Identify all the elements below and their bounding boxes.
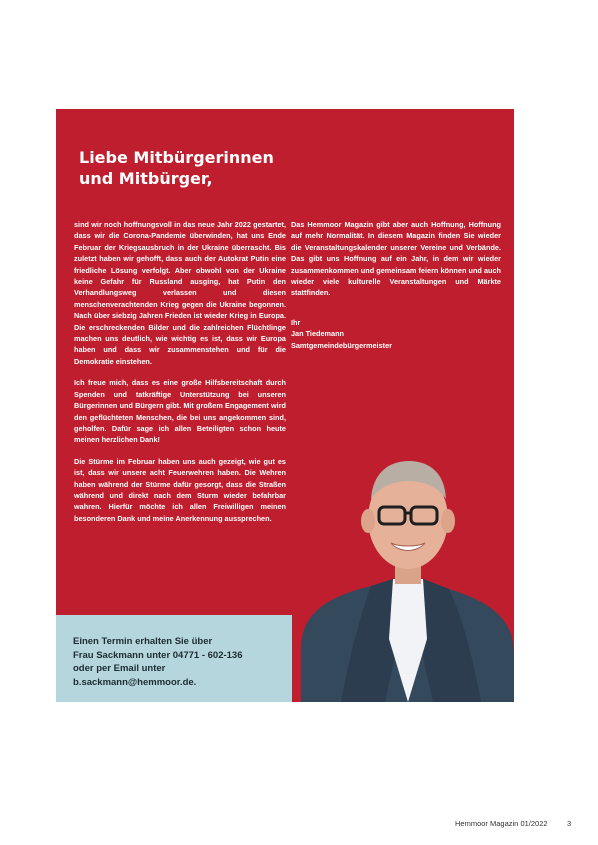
left-text-column bbox=[74, 219, 286, 534]
mayor-portrait bbox=[301, 439, 514, 702]
paragraph: Die Stürme im Februar haben uns auch gezeigt, wie gut es ist, dass wir unsere acht Feuerwehren haben. Die Wehren haben während der Stürme dafür gesorgt, dass die Straßen während und direkt nach dem Sturm wieder befahrbar wahren. Hierfür möchte ich allen Freiwilligen meinen besonderen Dank und meine Anerkennung aussprechen. bbox=[74, 456, 286, 523]
editorial-panel bbox=[56, 109, 514, 702]
contact-line: Frau Sackmann unter 04771 - 602-136 bbox=[73, 649, 243, 661]
signature-block bbox=[291, 317, 501, 351]
page-number: 3 bbox=[567, 819, 572, 828]
paragraph: Das Hemmoor Magazin gibt aber auch Hoffnung, Hoffnung auf mehr Normalität. In diesem Magazin finden Sie wieder die Veranstaltungskalender unserer Vereine und Verbände. Das gibt uns Hoffnung auf ein Jahr, in dem wir wieder zusammenkommen und gemeinsam feiern können und auch wieder viele kulturelle Veranstaltungen und Märkte stattfinden. bbox=[291, 220, 501, 298]
closing-word: Ihr bbox=[291, 317, 301, 327]
footer-magazine-label: Hemmoor Magazin 01/2022 bbox=[455, 819, 548, 828]
contact-line: oder per Email unter bbox=[73, 663, 166, 674]
contact-email: b.sackmann@hemmoor.de. bbox=[73, 676, 197, 688]
signatory-role: Samtgemeindebürgermeister bbox=[291, 340, 392, 350]
contact-box bbox=[56, 615, 292, 702]
right-text-column bbox=[291, 219, 501, 351]
paragraph: sind wir noch hoffnungsvoll in das neue Jahr 2022 gestartet, dass wir die Corona-Pandemie überwinden, hat uns Ende Februar der Kriegsausbruch in der Ukraine überrascht. Bis zuletzt haben wir gehofft, dass auch der Autokrat Putin eine friedliche Lösung verfolgt. Aber obwohl von der Ukraine keine Gefahr für Russland ausging, hat Putin den Verhandlungsweg verlassen und diesen menschenverachtenden Krieg gegen die Ukraine begonnen. Nach über siebzig Jahren Frieden ist wieder Krieg in Europa. Die erschreckenden Bilder und die zahlreichen Flüchtlinge machen uns deutlich, wie wichtig es ist, dass wir Europa haben und dass wir zusammenstehen und für die Demokratie einstehen. bbox=[74, 220, 286, 366]
title-line-1: Liebe Mitbürgerinnen bbox=[79, 148, 274, 167]
paragraph: Ich freue mich, dass es eine große Hilfsbereitschaft durch Spenden und tatkräftige Unterstützung bei unseren Bürgerinnen und Bürgern gibt. Mit großem Engagement wird den geflüchteten Menschen, die bei uns angekommen sind, geholfen. Dafür sage ich allen Beteiligten schon heute meinen herzlichen Dank! bbox=[74, 378, 286, 445]
signatory-name: Jan Tiedemann bbox=[291, 329, 344, 339]
title-line-2: und Mitbürger, bbox=[79, 169, 213, 188]
contact-line: Einen Termin erhalten Sie über bbox=[73, 636, 213, 647]
page-title bbox=[79, 147, 274, 189]
